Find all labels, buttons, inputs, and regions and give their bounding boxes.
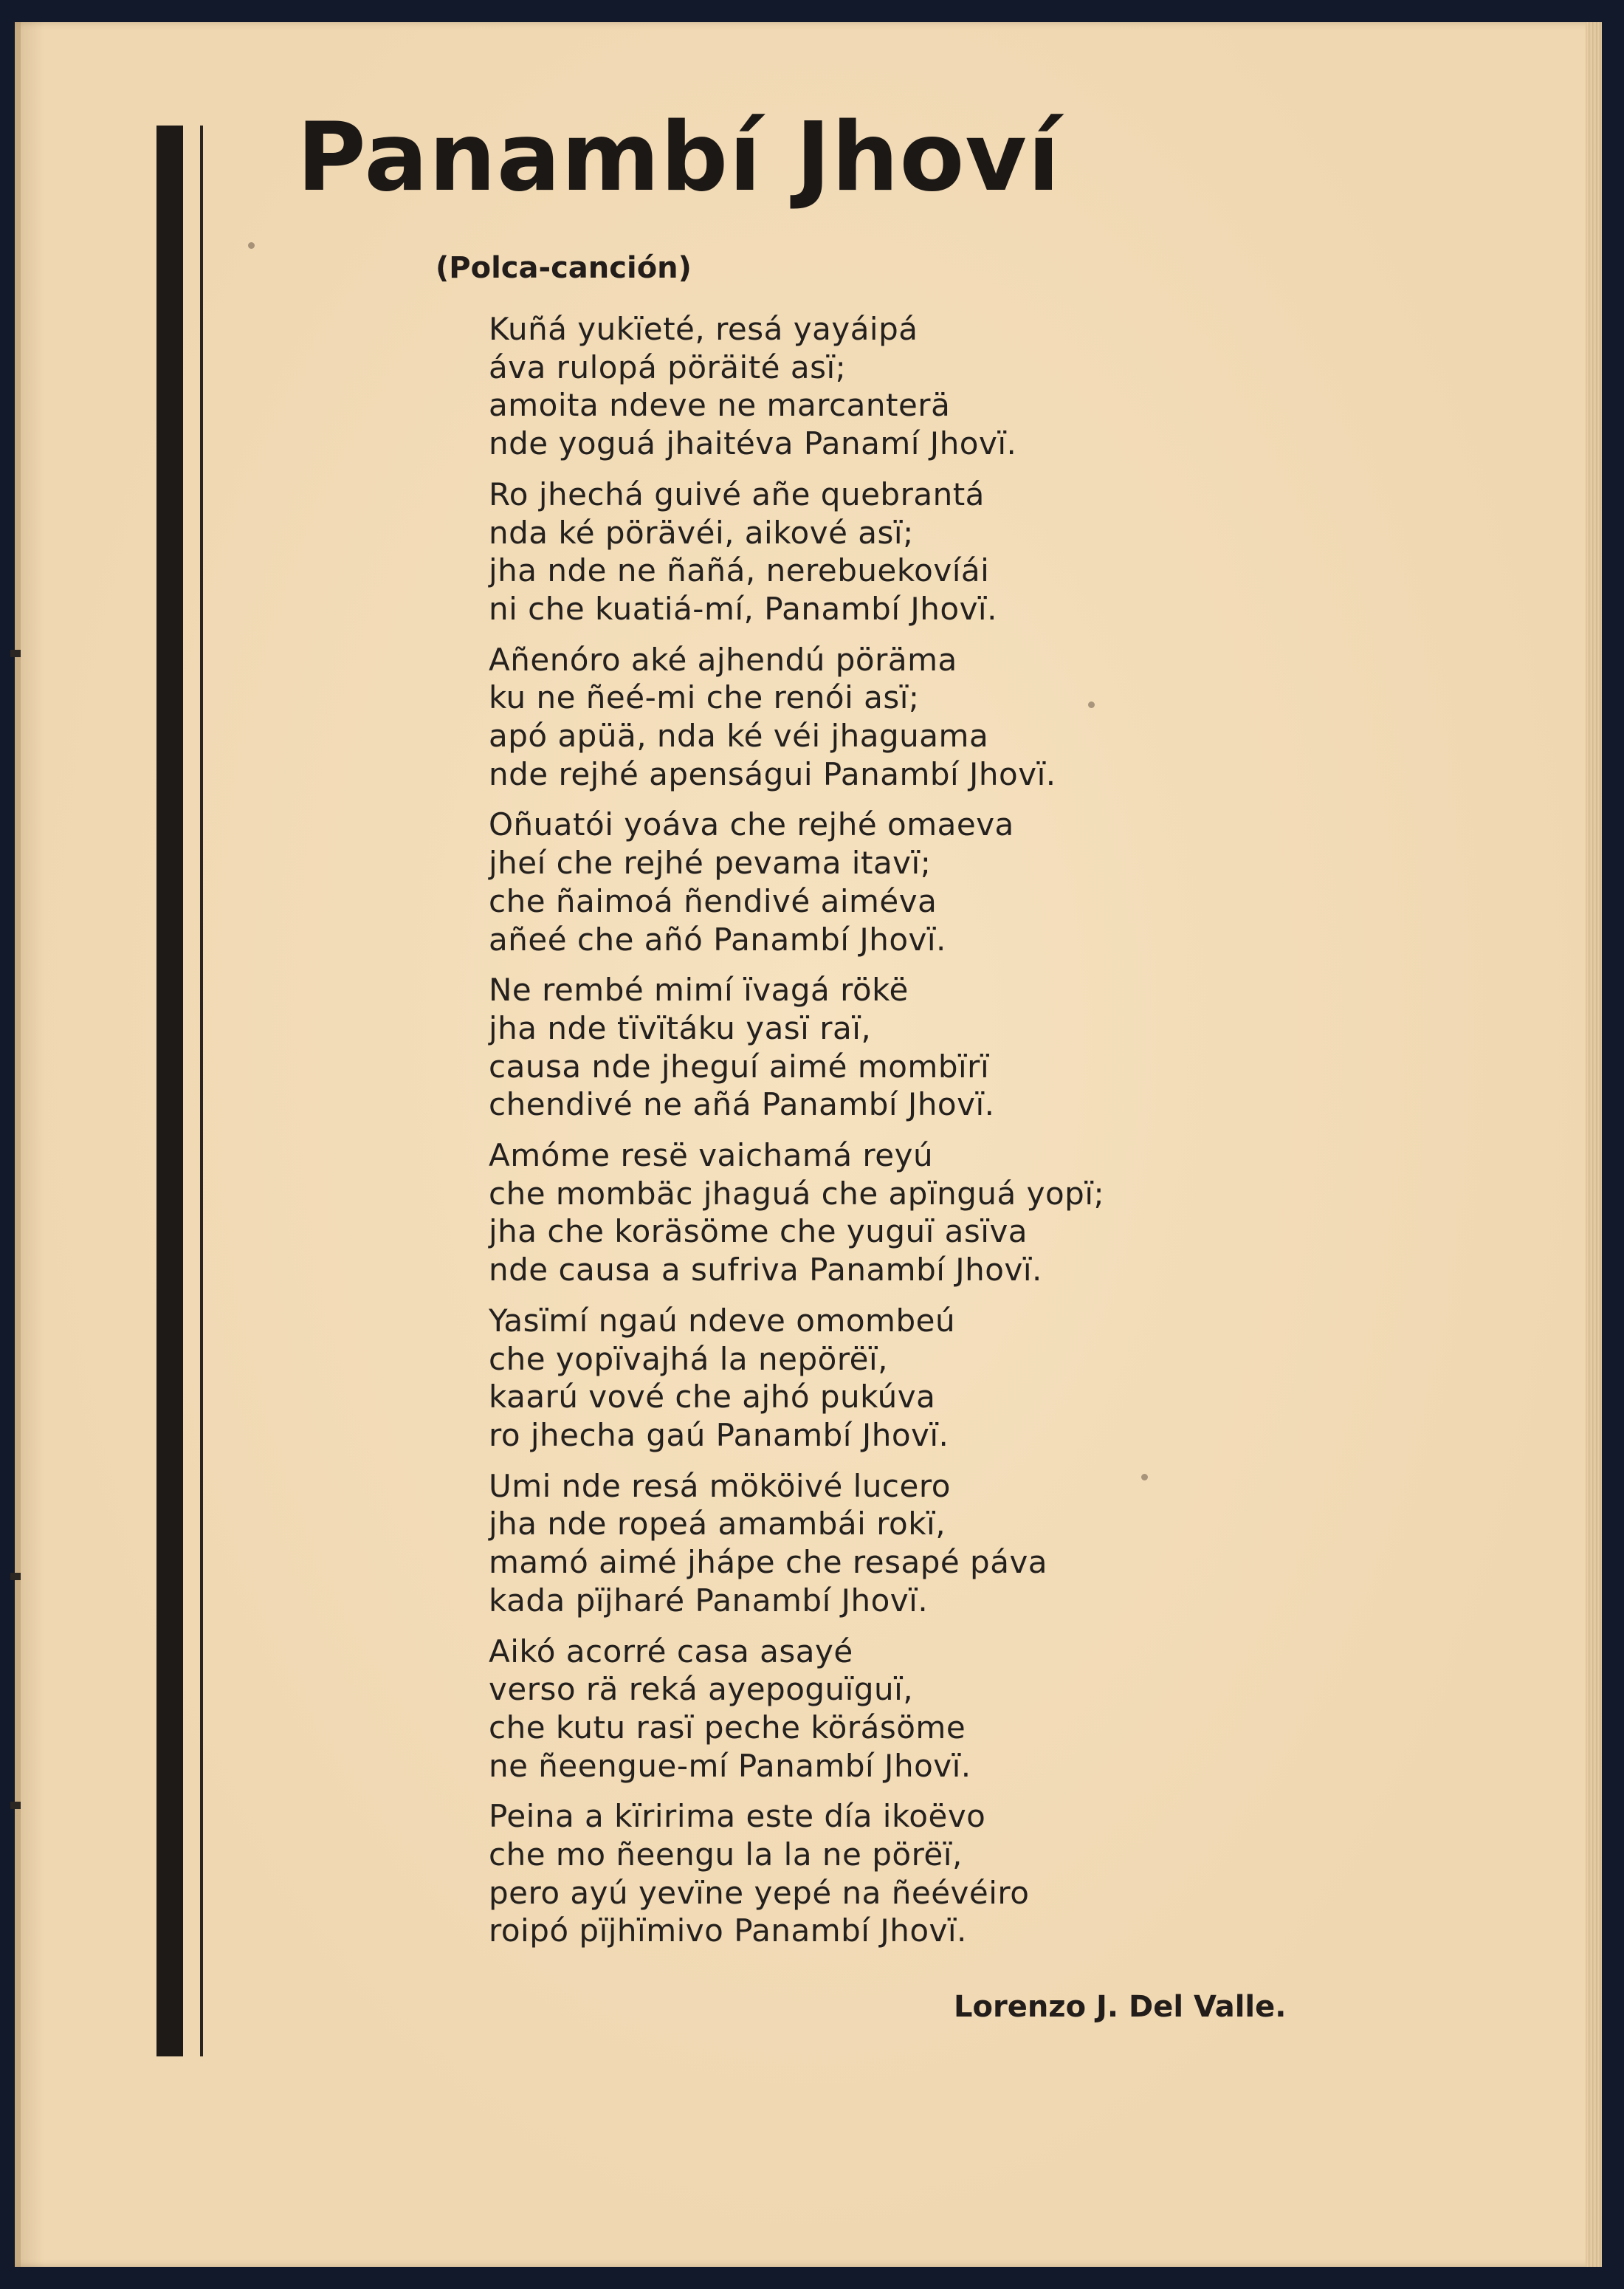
stanza <box>489 971 1227 1124</box>
verse-line: amoita ndeve ne marcanterä <box>489 387 951 424</box>
verse-line: che mombäc jhaguá che apïnguá yopï; <box>489 1175 1105 1212</box>
stanza <box>489 1797 1227 1950</box>
poem-body <box>489 310 1227 1963</box>
verse-line: pero ayú yevïne yepé na ñeévéiro <box>489 1874 1030 1911</box>
verse-line: Añenóro aké ajhendú pöräma <box>489 641 957 678</box>
verse-line: añeé che añó Panambí Jhovï. <box>489 921 946 958</box>
stanza <box>489 1302 1227 1455</box>
verse-line: chendivé ne añá Panambí Jhovï. <box>489 1086 995 1123</box>
verse-line: jheí che rejhé pevama itavï; <box>489 845 932 882</box>
verse-line: Yasïmí ngaú ndeve omombeú <box>489 1302 956 1339</box>
stanza <box>489 1467 1227 1620</box>
verse-line: che mo ñeengu la la ne pörëï, <box>489 1836 963 1873</box>
verse-line: Aikó acorré casa asayé <box>489 1633 853 1669</box>
stanza <box>489 1136 1227 1289</box>
verse-line: causa nde jheguí aimé mombïrï <box>489 1048 990 1085</box>
verse-line: kaarú vové che ajhó pukúva <box>489 1379 936 1415</box>
verse-line: Umi nde resá mököivé lucero <box>489 1467 951 1504</box>
binding-mark <box>10 650 21 657</box>
page-edge-stack <box>1586 22 1602 2267</box>
verse-line: áva rulopá pöräité asï; <box>489 349 847 385</box>
verse-line: jha nde ne ñañá, nerebuekovíái <box>489 552 990 589</box>
verse-line: ku ne ñeé-mi che renói asï; <box>489 679 920 716</box>
stanza <box>489 641 1227 794</box>
binding-mark <box>10 1802 21 1809</box>
vertical-rule-thin <box>200 126 203 2056</box>
verse-line: Ne rembé mimí ïvagá rökë <box>489 972 909 1009</box>
verse-line: nde causa a sufriva Panambí Jhovï. <box>489 1252 1042 1288</box>
verse-line: nde rejhé apenságui Panambí Jhovï. <box>489 755 1056 792</box>
ink-speck <box>248 242 255 249</box>
verse-line: jha che koräsöme che yuguï asïva <box>489 1213 1028 1250</box>
verse-line: ni che kuatiá-mí, Panambí Jhovï. <box>489 590 997 627</box>
binding-mark <box>10 1573 21 1580</box>
author-signature: Lorenzo J. Del Valle. <box>954 1990 1287 2024</box>
verse-line: che yopïvajhá la nepörëï, <box>489 1340 889 1377</box>
verse-line: kada pïjharé Panambí Jhovï. <box>489 1582 929 1619</box>
verse-line: nda ké pörävéi, aikové asï; <box>489 514 914 551</box>
stanza <box>489 806 1227 958</box>
stanza <box>489 1633 1227 1785</box>
verse-line: Oñuatói yoáva che rejhé omaeva <box>489 806 1014 843</box>
verse-line: Amóme resë vaichamá reyú <box>489 1137 934 1174</box>
stanza <box>489 476 1227 628</box>
verse-line: Peina a kïririma este día ikoëvo <box>489 1798 986 1835</box>
poem-title: Panambí Jhoví <box>297 103 1061 213</box>
verse-line: Ro jhechá guivé añe quebrantá <box>489 476 985 512</box>
vertical-rule-thick <box>156 126 183 2056</box>
stanza <box>489 310 1227 463</box>
verse-line: roipó pïjhïmivo Panambí Jhovï. <box>489 1912 967 1949</box>
verse-line: Kuñá yukïeté, resá yayáipá <box>489 311 918 347</box>
verse-line: che kutu rasï peche körásöme <box>489 1709 966 1746</box>
verse-line: jha nde tïvïtáku yasï raï, <box>489 1009 872 1046</box>
verse-line: jha nde ropeá amambái rokï, <box>489 1506 946 1542</box>
verse-line: apó apüä, nda ké véi jhaguama <box>489 718 989 755</box>
verse-line: che ñaimoá ñendivé aiméva <box>489 882 937 919</box>
verse-line: ro jhecha gaú Panambí Jhovï. <box>489 1416 949 1453</box>
poem-subtitle: (Polca-canción) <box>436 251 692 285</box>
page-gutter <box>15 22 21 2267</box>
verse-line: ne ñeengue-mí Panambí Jhovï. <box>489 1747 971 1784</box>
verse-line: nde yoguá jhaitéva Panamí Jhovï. <box>489 425 1017 462</box>
verse-line: mamó aimé jhápe che resapé páva <box>489 1544 1048 1581</box>
verse-line: verso rä reká ayepoguïguï, <box>489 1671 914 1708</box>
